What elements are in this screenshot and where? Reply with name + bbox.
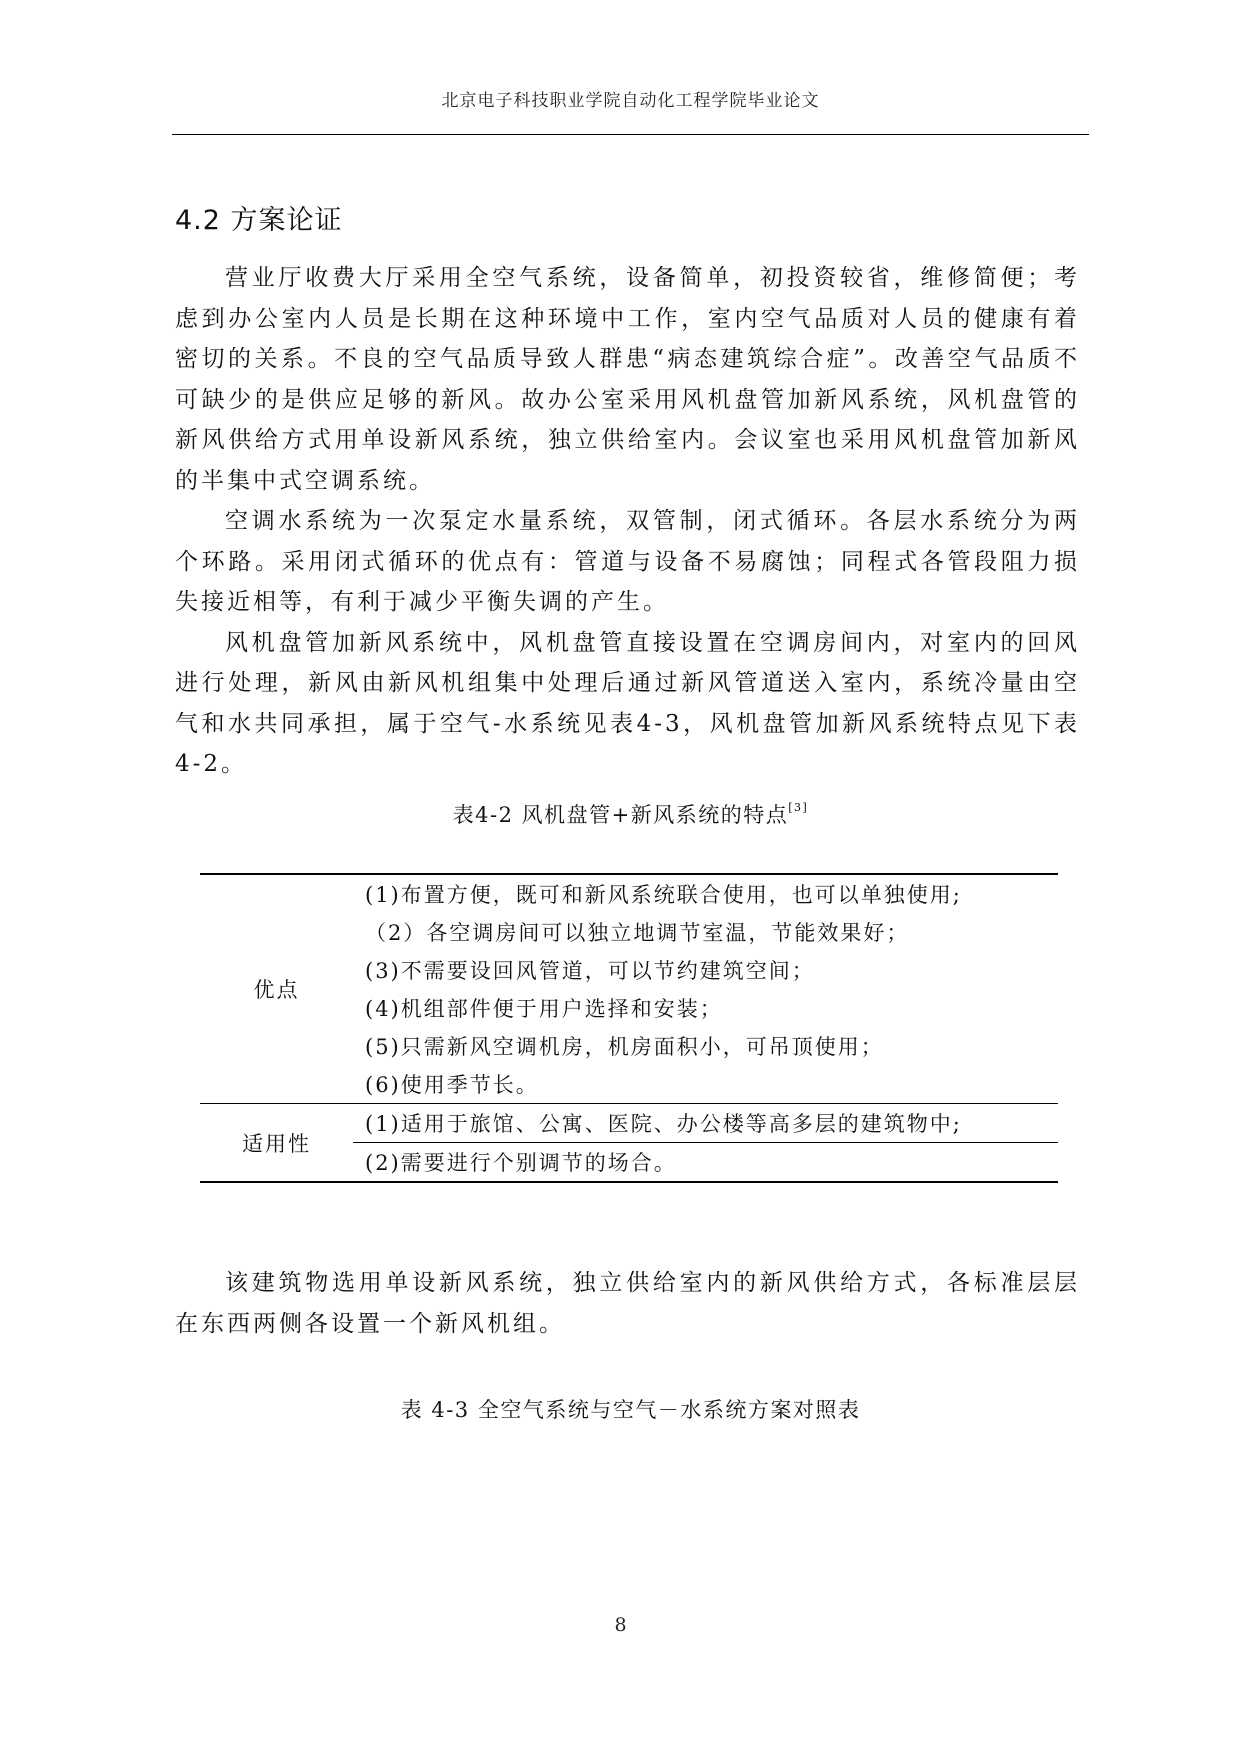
table-4-2-caption-text: 表4-2 风机盘管+新风系统的特点 [452, 803, 789, 827]
applicability-item-1: (1)适用于旅馆、公寓、医院、办公楼等高多层的建筑物中; [353, 1104, 1058, 1143]
advantage-item-6: (6)使用季节长。 [365, 1073, 539, 1097]
paragraph-1: 营业厅收费大厅采用全空气系统，设备简单，初投资较省，维修简便；考虑到办公室内人员是长期在这种环境中工作，室内空气品质对人员的健康有着密切的关系。不良的空气品质导致人群患“病态建筑综合症”。改善空气品质不可缺少的是供应足够的新风。故办公室采用风机盘管加新风系统，风机盘管的新风供给方式用单设新风系统，独立供给室内。会议室也采用风机盘管加新风的半集中式空调系统。 [175, 265, 1080, 494]
advantages-label: 优点 [200, 874, 353, 1104]
paragraph-after-table: 该建筑物选用单设新风系统，独立供给室内的新风供给方式，各标准层层在东西两侧各设置一个新风机组。 [175, 1270, 1080, 1337]
advantage-item-4: (4)机组部件便于用户选择和安装； [365, 997, 723, 1021]
table-4-3-caption: 表 4-3 全空气系统与空气－水系统方案对照表 [400, 1398, 861, 1422]
page-number: 8 [614, 1614, 627, 1636]
advantage-item-2: （2）各空调房间可以独立地调节室温，节能效果好； [365, 921, 910, 945]
table-row [200, 874, 1058, 913]
applicability-item-2: (2)需要进行个别调节的场合。 [353, 1143, 1058, 1183]
body-text-lower [175, 1263, 1080, 1344]
paragraph-2: 空调水系统为一次泵定水量系统，双管制，闭式循环。各层水系统分为两个环路。采用闭式循环的优点有：管道与设备不易腐蚀；同程式各管段阻力损失接近相等，有利于减少平衡失调的产生。 [175, 508, 1080, 615]
applicability-label: 适用性 [200, 1104, 353, 1183]
body-text-upper [175, 258, 1080, 785]
table-4-2-caption [172, 799, 1089, 829]
advantage-item-1: (1)布置方便，既可和新风系统联合使用，也可以单独使用; [353, 874, 1058, 913]
citation-ref: [3] [788, 801, 809, 814]
advantage-item-5: (5)只需新风空调机房，机房面积小，可吊顶使用； [365, 1035, 884, 1059]
running-header: 北京电子科技职业学院自动化工程学院毕业论文 [441, 91, 820, 111]
header-rule [172, 134, 1089, 135]
paragraph-3: 风机盘管加新风系统中，风机盘管直接设置在空调房间内，对室内的回风进行处理，新风由新风机组集中处理后通过新风管道送入室内，系统冷量由空气和水共同承担，属于空气-水系统见表4-3，风机盘管加新风系统特点见下表4-2。 [175, 629, 1080, 777]
table-row [200, 1104, 1058, 1143]
advantage-item-3: (3)不需要设回风管道，可以节约建筑空间； [365, 959, 815, 983]
features-table [200, 873, 1058, 1183]
section-title: 4.2 方案论证 [175, 205, 343, 236]
